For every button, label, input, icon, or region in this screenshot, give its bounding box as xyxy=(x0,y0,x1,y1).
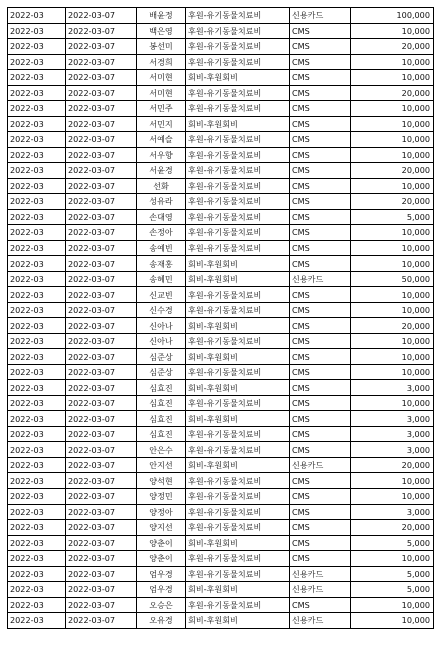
table-row xyxy=(8,457,434,473)
cell-date: 2022-03-07 xyxy=(66,194,137,210)
table-row xyxy=(8,209,434,225)
cell-donor-name: 성유라 xyxy=(137,194,186,210)
cell-month: 2022-03 xyxy=(8,256,66,272)
cell-month: 2022-03 xyxy=(8,240,66,256)
cell-category: 후원-유기동물치료비 xyxy=(186,8,290,24)
table-row xyxy=(8,271,434,287)
cell-month: 2022-03 xyxy=(8,380,66,396)
cell-date: 2022-03-07 xyxy=(66,225,137,241)
cell-date: 2022-03-07 xyxy=(66,163,137,179)
cell-payment-method: CMS xyxy=(290,147,351,163)
cell-date: 2022-03-07 xyxy=(66,39,137,55)
cell-amount: 5,000 xyxy=(351,582,434,598)
table-row xyxy=(8,8,434,24)
cell-date: 2022-03-07 xyxy=(66,488,137,504)
cell-date: 2022-03-07 xyxy=(66,116,137,132)
cell-payment-method: CMS xyxy=(290,70,351,86)
cell-date: 2022-03-07 xyxy=(66,520,137,536)
cell-amount: 10,000 xyxy=(351,333,434,349)
cell-donor-name: 심효진 xyxy=(137,395,186,411)
cell-date: 2022-03-07 xyxy=(66,597,137,613)
cell-month: 2022-03 xyxy=(8,70,66,86)
cell-payment-method: 신용카드 xyxy=(290,566,351,582)
cell-donor-name: 양춘이 xyxy=(137,551,186,567)
cell-date: 2022-03-07 xyxy=(66,333,137,349)
cell-month: 2022-03 xyxy=(8,318,66,334)
cell-payment-method: CMS xyxy=(290,349,351,365)
cell-category: 후원-유기동물치료비 xyxy=(186,194,290,210)
cell-donor-name: 서경희 xyxy=(137,54,186,70)
table-row xyxy=(8,566,434,582)
cell-month: 2022-03 xyxy=(8,194,66,210)
cell-month: 2022-03 xyxy=(8,395,66,411)
cell-category: 후원-유기동물치료비 xyxy=(186,302,290,318)
cell-amount: 10,000 xyxy=(351,302,434,318)
table-row xyxy=(8,411,434,427)
table-row xyxy=(8,551,434,567)
cell-month: 2022-03 xyxy=(8,457,66,473)
cell-date: 2022-03-07 xyxy=(66,287,137,303)
cell-donor-name: 서민주 xyxy=(137,101,186,117)
cell-month: 2022-03 xyxy=(8,535,66,551)
cell-month: 2022-03 xyxy=(8,178,66,194)
cell-month: 2022-03 xyxy=(8,442,66,458)
cell-category: 후원-유기동물치료비 xyxy=(186,426,290,442)
cell-amount: 10,000 xyxy=(351,287,434,303)
cell-month: 2022-03 xyxy=(8,504,66,520)
donation-ledger-table xyxy=(7,7,434,629)
cell-month: 2022-03 xyxy=(8,209,66,225)
cell-date: 2022-03-07 xyxy=(66,302,137,318)
table-row xyxy=(8,488,434,504)
cell-date: 2022-03-07 xyxy=(66,132,137,148)
cell-payment-method: CMS xyxy=(290,23,351,39)
cell-donor-name: 신교빈 xyxy=(137,287,186,303)
cell-category: 후원-유기동물치료비 xyxy=(186,85,290,101)
table-row xyxy=(8,70,434,86)
cell-amount: 10,000 xyxy=(351,488,434,504)
cell-amount: 10,000 xyxy=(351,178,434,194)
cell-amount: 3,000 xyxy=(351,380,434,396)
cell-amount: 10,000 xyxy=(351,597,434,613)
cell-date: 2022-03-07 xyxy=(66,535,137,551)
cell-category: 회비-후원회비 xyxy=(186,582,290,598)
cell-amount: 10,000 xyxy=(351,101,434,117)
cell-donor-name: 오유경 xyxy=(137,613,186,629)
cell-month: 2022-03 xyxy=(8,364,66,380)
cell-amount: 10,000 xyxy=(351,54,434,70)
cell-donor-name: 서미현 xyxy=(137,85,186,101)
cell-date: 2022-03-07 xyxy=(66,551,137,567)
cell-payment-method: CMS xyxy=(290,551,351,567)
cell-category: 회비-후원회비 xyxy=(186,271,290,287)
cell-payment-method: CMS xyxy=(290,318,351,334)
cell-amount: 5,000 xyxy=(351,566,434,582)
cell-amount: 20,000 xyxy=(351,457,434,473)
cell-category: 후원-유기동물치료비 xyxy=(186,520,290,536)
cell-category: 후원-유기동물치료비 xyxy=(186,225,290,241)
cell-amount: 20,000 xyxy=(351,39,434,55)
table-row xyxy=(8,132,434,148)
cell-donor-name: 봉선미 xyxy=(137,39,186,55)
cell-month: 2022-03 xyxy=(8,54,66,70)
cell-category: 후원-유기동물치료비 xyxy=(186,504,290,520)
cell-donor-name: 양석현 xyxy=(137,473,186,489)
cell-category: 회비-후원회비 xyxy=(186,116,290,132)
cell-payment-method: 신용카드 xyxy=(290,271,351,287)
table-row xyxy=(8,194,434,210)
cell-amount: 10,000 xyxy=(351,240,434,256)
cell-date: 2022-03-07 xyxy=(66,209,137,225)
cell-amount: 20,000 xyxy=(351,318,434,334)
cell-donor-name: 양정민 xyxy=(137,488,186,504)
cell-donor-name: 안은수 xyxy=(137,442,186,458)
cell-amount: 100,000 xyxy=(351,8,434,24)
cell-category: 후원-유기동물치료비 xyxy=(186,566,290,582)
cell-donor-name: 송재홍 xyxy=(137,256,186,272)
cell-date: 2022-03-07 xyxy=(66,411,137,427)
cell-month: 2022-03 xyxy=(8,582,66,598)
cell-category: 후원-유기동물치료비 xyxy=(186,395,290,411)
cell-payment-method: CMS xyxy=(290,178,351,194)
table-row xyxy=(8,225,434,241)
cell-month: 2022-03 xyxy=(8,287,66,303)
cell-payment-method: 신용카드 xyxy=(290,613,351,629)
cell-amount: 10,000 xyxy=(351,70,434,86)
cell-category: 후원-유기동물치료비 xyxy=(186,39,290,55)
cell-payment-method: CMS xyxy=(290,597,351,613)
table-row xyxy=(8,240,434,256)
cell-donor-name: 서윤경 xyxy=(137,163,186,179)
cell-month: 2022-03 xyxy=(8,613,66,629)
cell-payment-method: CMS xyxy=(290,240,351,256)
cell-amount: 10,000 xyxy=(351,116,434,132)
cell-date: 2022-03-07 xyxy=(66,318,137,334)
cell-amount: 10,000 xyxy=(351,551,434,567)
cell-category: 후원-유기동물치료비 xyxy=(186,287,290,303)
cell-payment-method: CMS xyxy=(290,488,351,504)
cell-payment-method: CMS xyxy=(290,395,351,411)
cell-payment-method: CMS xyxy=(290,411,351,427)
cell-date: 2022-03-07 xyxy=(66,426,137,442)
cell-amount: 10,000 xyxy=(351,132,434,148)
cell-category: 후원-유기동물치료비 xyxy=(186,333,290,349)
cell-donor-name: 오승은 xyxy=(137,597,186,613)
cell-month: 2022-03 xyxy=(8,488,66,504)
cell-month: 2022-03 xyxy=(8,163,66,179)
table-row xyxy=(8,178,434,194)
cell-category: 후원-유기동물치료비 xyxy=(186,442,290,458)
cell-payment-method: CMS xyxy=(290,302,351,318)
cell-donor-name: 서민지 xyxy=(137,116,186,132)
cell-date: 2022-03-07 xyxy=(66,504,137,520)
cell-donor-name: 안지선 xyxy=(137,457,186,473)
cell-category: 후원-유기동물치료비 xyxy=(186,597,290,613)
cell-month: 2022-03 xyxy=(8,271,66,287)
cell-amount: 10,000 xyxy=(351,256,434,272)
cell-payment-method: CMS xyxy=(290,116,351,132)
cell-payment-method: CMS xyxy=(290,256,351,272)
cell-donor-name: 엄우경 xyxy=(137,582,186,598)
table-row xyxy=(8,535,434,551)
cell-date: 2022-03-07 xyxy=(66,613,137,629)
cell-payment-method: CMS xyxy=(290,364,351,380)
cell-payment-method: CMS xyxy=(290,333,351,349)
cell-payment-method: CMS xyxy=(290,380,351,396)
cell-donor-name: 배윤정 xyxy=(137,8,186,24)
cell-donor-name: 서미현 xyxy=(137,70,186,86)
table-row xyxy=(8,395,434,411)
cell-date: 2022-03-07 xyxy=(66,256,137,272)
cell-payment-method: 신용카드 xyxy=(290,457,351,473)
cell-category: 회비-후원회비 xyxy=(186,349,290,365)
cell-donor-name: 신아나 xyxy=(137,318,186,334)
cell-donor-name: 심준상 xyxy=(137,364,186,380)
cell-month: 2022-03 xyxy=(8,147,66,163)
cell-amount: 20,000 xyxy=(351,163,434,179)
cell-payment-method: CMS xyxy=(290,473,351,489)
cell-amount: 10,000 xyxy=(351,364,434,380)
cell-payment-method: CMS xyxy=(290,194,351,210)
cell-donor-name: 손정아 xyxy=(137,225,186,241)
cell-donor-name: 심효진 xyxy=(137,411,186,427)
table-row xyxy=(8,333,434,349)
cell-month: 2022-03 xyxy=(8,85,66,101)
cell-category: 후원-유기동물치료비 xyxy=(186,178,290,194)
cell-payment-method: CMS xyxy=(290,520,351,536)
cell-date: 2022-03-07 xyxy=(66,473,137,489)
cell-category: 회비-후원회비 xyxy=(186,70,290,86)
table-row xyxy=(8,380,434,396)
cell-donor-name: 선화 xyxy=(137,178,186,194)
cell-month: 2022-03 xyxy=(8,116,66,132)
table-row xyxy=(8,147,434,163)
cell-amount: 5,000 xyxy=(351,535,434,551)
cell-date: 2022-03-07 xyxy=(66,349,137,365)
cell-month: 2022-03 xyxy=(8,101,66,117)
cell-payment-method: CMS xyxy=(290,209,351,225)
cell-payment-method: CMS xyxy=(290,287,351,303)
table-row xyxy=(8,442,434,458)
table-row xyxy=(8,302,434,318)
cell-payment-method: CMS xyxy=(290,39,351,55)
cell-payment-method: CMS xyxy=(290,442,351,458)
cell-category: 후원-유기동물치료비 xyxy=(186,488,290,504)
cell-donor-name: 심효진 xyxy=(137,380,186,396)
cell-month: 2022-03 xyxy=(8,566,66,582)
cell-payment-method: CMS xyxy=(290,504,351,520)
cell-donor-name: 양지선 xyxy=(137,520,186,536)
cell-donor-name: 심효진 xyxy=(137,426,186,442)
cell-donor-name: 양정아 xyxy=(137,504,186,520)
cell-month: 2022-03 xyxy=(8,597,66,613)
cell-month: 2022-03 xyxy=(8,473,66,489)
cell-date: 2022-03-07 xyxy=(66,178,137,194)
table-row xyxy=(8,85,434,101)
cell-payment-method: CMS xyxy=(290,225,351,241)
table-row xyxy=(8,520,434,536)
cell-amount: 3,000 xyxy=(351,504,434,520)
table-row xyxy=(8,364,434,380)
table-row xyxy=(8,39,434,55)
cell-amount: 10,000 xyxy=(351,473,434,489)
cell-payment-method: 신용카드 xyxy=(290,8,351,24)
cell-date: 2022-03-07 xyxy=(66,54,137,70)
cell-donor-name: 백은영 xyxy=(137,23,186,39)
cell-donor-name: 엄우경 xyxy=(137,566,186,582)
table-row xyxy=(8,163,434,179)
cell-month: 2022-03 xyxy=(8,520,66,536)
cell-date: 2022-03-07 xyxy=(66,8,137,24)
cell-month: 2022-03 xyxy=(8,411,66,427)
cell-payment-method: CMS xyxy=(290,101,351,117)
cell-donor-name: 심준상 xyxy=(137,349,186,365)
cell-payment-method: CMS xyxy=(290,535,351,551)
cell-date: 2022-03-07 xyxy=(66,23,137,39)
cell-category: 후원-유기동물치료비 xyxy=(186,364,290,380)
ledger-body xyxy=(8,8,434,629)
cell-date: 2022-03-07 xyxy=(66,85,137,101)
table-row xyxy=(8,613,434,629)
cell-date: 2022-03-07 xyxy=(66,442,137,458)
cell-amount: 20,000 xyxy=(351,85,434,101)
cell-date: 2022-03-07 xyxy=(66,566,137,582)
cell-date: 2022-03-07 xyxy=(66,271,137,287)
cell-amount: 10,000 xyxy=(351,613,434,629)
cell-category: 회비-후원회비 xyxy=(186,256,290,272)
donation-ledger-sheet xyxy=(7,7,434,629)
cell-amount: 10,000 xyxy=(351,349,434,365)
cell-amount: 10,000 xyxy=(351,225,434,241)
cell-date: 2022-03-07 xyxy=(66,101,137,117)
cell-amount: 20,000 xyxy=(351,520,434,536)
table-row xyxy=(8,349,434,365)
table-row xyxy=(8,318,434,334)
cell-date: 2022-03-07 xyxy=(66,457,137,473)
cell-donor-name: 송혜민 xyxy=(137,271,186,287)
cell-date: 2022-03-07 xyxy=(66,364,137,380)
cell-amount: 10,000 xyxy=(351,147,434,163)
cell-category: 후원-유기동물치료비 xyxy=(186,163,290,179)
cell-category: 후원-유기동물치료비 xyxy=(186,132,290,148)
cell-category: 후원-유기동물치료비 xyxy=(186,23,290,39)
cell-month: 2022-03 xyxy=(8,426,66,442)
cell-category: 회비-후원회비 xyxy=(186,613,290,629)
cell-category: 회비-후원회비 xyxy=(186,457,290,473)
cell-amount: 10,000 xyxy=(351,23,434,39)
cell-category: 후원-유기동물치료비 xyxy=(186,54,290,70)
table-row xyxy=(8,287,434,303)
cell-month: 2022-03 xyxy=(8,551,66,567)
cell-month: 2022-03 xyxy=(8,132,66,148)
cell-amount: 3,000 xyxy=(351,442,434,458)
cell-category: 후원-유기동물치료비 xyxy=(186,101,290,117)
cell-donor-name: 신아나 xyxy=(137,333,186,349)
cell-payment-method: CMS xyxy=(290,54,351,70)
cell-donor-name: 신수경 xyxy=(137,302,186,318)
cell-amount: 3,000 xyxy=(351,411,434,427)
cell-donor-name: 서예슬 xyxy=(137,132,186,148)
cell-month: 2022-03 xyxy=(8,8,66,24)
table-row xyxy=(8,473,434,489)
table-row xyxy=(8,116,434,132)
cell-donor-name: 송예빈 xyxy=(137,240,186,256)
cell-amount: 3,000 xyxy=(351,426,434,442)
cell-category: 후원-유기동물치료비 xyxy=(186,473,290,489)
cell-donor-name: 양춘이 xyxy=(137,535,186,551)
cell-category: 회비-후원회비 xyxy=(186,535,290,551)
cell-amount: 10,000 xyxy=(351,395,434,411)
cell-amount: 20,000 xyxy=(351,194,434,210)
cell-payment-method: CMS xyxy=(290,163,351,179)
cell-month: 2022-03 xyxy=(8,349,66,365)
cell-category: 회비-후원회비 xyxy=(186,411,290,427)
cell-date: 2022-03-07 xyxy=(66,70,137,86)
cell-category: 후원-유기동물치료비 xyxy=(186,209,290,225)
cell-date: 2022-03-07 xyxy=(66,147,137,163)
cell-amount: 50,000 xyxy=(351,271,434,287)
cell-category: 후원-유기동물치료비 xyxy=(186,240,290,256)
cell-category: 후원-유기동물치료비 xyxy=(186,147,290,163)
cell-payment-method: 신용카드 xyxy=(290,582,351,598)
cell-month: 2022-03 xyxy=(8,23,66,39)
table-row xyxy=(8,54,434,70)
cell-date: 2022-03-07 xyxy=(66,395,137,411)
cell-month: 2022-03 xyxy=(8,39,66,55)
cell-date: 2022-03-07 xyxy=(66,240,137,256)
cell-month: 2022-03 xyxy=(8,333,66,349)
cell-date: 2022-03-07 xyxy=(66,582,137,598)
table-row xyxy=(8,504,434,520)
cell-category: 회비-후원회비 xyxy=(186,318,290,334)
table-row xyxy=(8,101,434,117)
cell-payment-method: CMS xyxy=(290,132,351,148)
table-row xyxy=(8,597,434,613)
table-row xyxy=(8,582,434,598)
cell-payment-method: CMS xyxy=(290,85,351,101)
cell-date: 2022-03-07 xyxy=(66,380,137,396)
cell-amount: 5,000 xyxy=(351,209,434,225)
cell-donor-name: 손대영 xyxy=(137,209,186,225)
table-row xyxy=(8,256,434,272)
cell-category: 후원-유기동물치료비 xyxy=(186,551,290,567)
table-row xyxy=(8,426,434,442)
cell-category: 회비-후원회비 xyxy=(186,380,290,396)
table-row xyxy=(8,23,434,39)
cell-month: 2022-03 xyxy=(8,302,66,318)
cell-payment-method: CMS xyxy=(290,426,351,442)
cell-month: 2022-03 xyxy=(8,225,66,241)
cell-donor-name: 서우향 xyxy=(137,147,186,163)
